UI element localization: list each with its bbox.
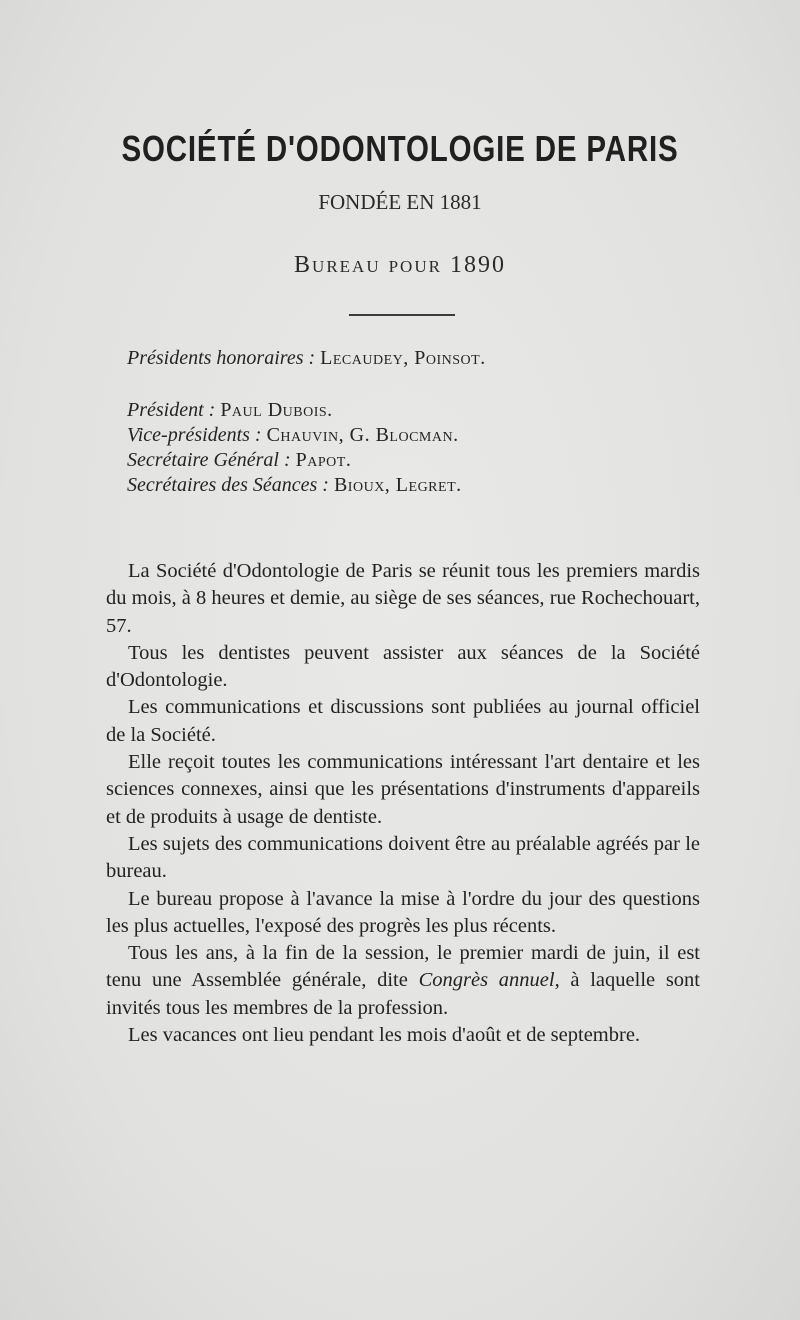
officer-role: Vice-présidents : (127, 424, 262, 446)
officer-row-session-secretaries (127, 473, 747, 498)
paragraph (106, 940, 700, 1022)
paragraph: Elle reçoit toutes les communications intéressant l'art dentaire et les sciences connexes, ainsi que les présentations d'instruments d'appareils et de produits à usage de dentiste. (106, 751, 700, 828)
officer-row-honorary-presidents (127, 346, 747, 371)
bureau-heading (0, 252, 800, 279)
paragraph-text: Tous les ans, à la fin de la session, le premier mardi de juin, il est tenu une Assemblée générale, dite (106, 942, 700, 992)
officer-role: Secrétaire Général : (127, 449, 291, 471)
bureau-year: 1890 (449, 252, 506, 278)
officer-row-general-secretary (127, 448, 747, 473)
body-text (106, 558, 700, 1049)
officer-row-president (127, 398, 747, 423)
officer-names: Paul Dubois. (220, 399, 333, 421)
officer-names: Bioux, Legret. (333, 474, 462, 496)
officer-names: Papot. (295, 449, 352, 471)
officers-list (127, 346, 747, 498)
paragraph: Tous les dentistes peuvent assister aux séances de la Société d'Odontologie. (106, 641, 700, 692)
society-title: SOCIÉTÉ D'ODONTOLOGIE DE PARIS (121, 128, 679, 169)
congress-name: Congrès annuel (418, 969, 555, 992)
officer-names: Lecaudey, Poinsot. (320, 347, 486, 369)
paragraph: Le bureau propose à l'avance la mise à l'ordre du jour des questions les plus actuelles, l'exposé des progrès les plus récents. (106, 887, 700, 937)
section-divider (349, 314, 455, 316)
officer-role: Présidents honoraires : (127, 347, 316, 369)
paragraph: Les communications et discussions sont publiées au journal officiel de la Société. (106, 696, 700, 746)
officer-row-vice-presidents (127, 423, 747, 448)
paragraph: La Société d'Odontologie de Paris se réunit tous les premiers mardis du mois, à 8 heures et demie, au siège de ses séances, rue Rochechouart, 57. (106, 560, 700, 637)
paragraph-text: , à laquelle sont invités tous les membres de la profession. (106, 969, 701, 1019)
founding-line: FONDÉE EN 1881 (318, 190, 482, 214)
paragraph: Les sujets des communications doivent être au préalable agréés par le bureau. (106, 832, 700, 883)
officer-role: Secrétaires des Séances : (127, 474, 329, 496)
bureau-label: Bureau pour (294, 252, 442, 278)
officer-role: Président : (127, 399, 216, 421)
paragraph: Les vacances ont lieu pendant les mois d'août et de septembre. (128, 1024, 641, 1047)
officer-names: Chauvin, G. Blocman. (266, 424, 459, 446)
